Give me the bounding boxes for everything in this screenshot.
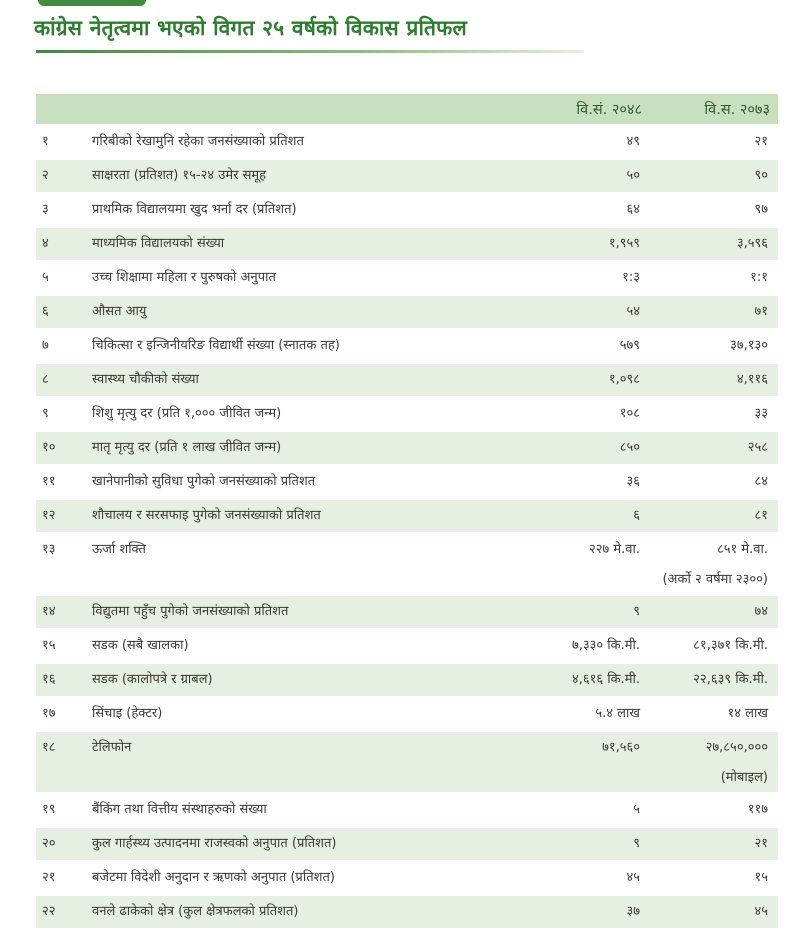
table-row — [36, 295, 778, 329]
row-value-2073 — [650, 125, 778, 159]
row-number-text: १७ — [42, 706, 56, 721]
row-indicator — [90, 663, 450, 697]
row-value-2048-text: ५.४ लाख — [595, 706, 640, 721]
row-value-2048 — [450, 697, 650, 731]
row-value-2048 — [450, 533, 650, 595]
row-indicator — [90, 533, 450, 595]
row-value-2073-text: २१ — [754, 134, 768, 149]
row-value-2048-text: १,०९८ — [608, 372, 640, 387]
table-row — [36, 827, 778, 861]
header-year-2073: वि.स. २०७३ — [650, 94, 778, 125]
row-number — [36, 431, 90, 465]
row-indicator-text: प्राथमिक विद्यालयमा खुद भर्ना दर (प्रतिशत) — [92, 202, 297, 217]
row-value-2073-text: ११७ — [747, 802, 768, 817]
table-row — [36, 193, 778, 227]
row-indicator — [90, 861, 450, 895]
row-value-2048 — [450, 363, 650, 397]
row-number — [36, 227, 90, 261]
row-number-text: १३ — [42, 542, 56, 557]
table-row — [36, 159, 778, 193]
row-indicator — [90, 261, 450, 295]
row-value-2073-text: ८१ — [754, 508, 768, 523]
row-value-2073 — [650, 663, 778, 697]
row-indicator-text: वनले ढाकेको क्षेत्र (कुल क्षेत्रफलको प्रतिशत) — [92, 904, 299, 919]
row-value-2048 — [450, 499, 650, 533]
row-value-2048 — [450, 731, 650, 793]
row-indicator-text: साक्षरता (प्रतिशत) १५-२४ उमेर समूह — [92, 168, 267, 183]
table-row — [36, 363, 778, 397]
row-value-2048 — [450, 329, 650, 363]
row-value-2073 — [650, 731, 778, 793]
row-number-text: २१ — [42, 870, 56, 885]
row-value-2048 — [450, 861, 650, 895]
table-row — [36, 499, 778, 533]
row-indicator-text: उच्च शिक्षामा महिला र पुरुषको अनुपात — [92, 270, 276, 285]
table-row — [36, 595, 778, 629]
row-number — [36, 533, 90, 595]
table-row — [36, 895, 778, 929]
row-value-2073 — [650, 629, 778, 663]
row-value-2073 — [650, 499, 778, 533]
row-indicator — [90, 595, 450, 629]
table-row — [36, 697, 778, 731]
row-value-2048-text: २२७ मे.वा. — [588, 542, 640, 557]
row-indicator — [90, 397, 450, 431]
header-number — [36, 94, 90, 125]
row-number — [36, 329, 90, 363]
row-indicator — [90, 465, 450, 499]
row-indicator — [90, 125, 450, 159]
row-value-2048-text: ७१,५६० — [602, 740, 640, 755]
row-number-text: १२ — [42, 508, 56, 523]
row-indicator-text: चिकित्सा र इन्जिनीयरिङ विद्यार्थी संख्या (स्नातक तह) — [92, 338, 340, 353]
row-value-2073-text: ३,५९६ — [736, 236, 768, 251]
row-value-2048 — [450, 793, 650, 827]
row-number — [36, 193, 90, 227]
row-value-2073 — [650, 827, 778, 861]
row-number-text: १४ — [42, 604, 56, 619]
row-value-2048-text: ४५ — [626, 870, 640, 885]
row-indicator-text: स्वास्थ्य चौकीको संख्या — [92, 372, 199, 387]
row-value-2048-text: ५० — [626, 168, 640, 183]
table-header-row — [36, 94, 778, 125]
row-value-2048 — [450, 261, 650, 295]
row-indicator — [90, 793, 450, 827]
table-row — [36, 663, 778, 697]
row-value-2048-text: ४,६१६ कि.मी. — [571, 672, 640, 687]
row-value-2048-text: ५ — [633, 802, 640, 817]
row-value-2073 — [650, 159, 778, 193]
row-value-2073-text: ८५१ मे.वा. — [716, 542, 768, 557]
row-indicator-text: मातृ मृत्यु दर (प्रति १ लाख जीवित जन्म) — [92, 440, 282, 455]
row-value-2073-text: ३७,१३० — [730, 338, 768, 353]
row-number-text: १ — [42, 134, 49, 149]
row-value-note: (मोबाइल) — [720, 770, 768, 785]
row-value-note: (अर्को २ वर्षमा २३००) — [662, 572, 768, 587]
row-indicator-text: कुल गार्हस्थ्य उत्पादनमा राजस्वको अनुपात (प्रतिशत) — [92, 836, 337, 851]
row-value-2073-text: १५ — [754, 870, 768, 885]
row-indicator-text: सिंचाइ (हेक्टर) — [92, 706, 163, 721]
header-year-2048: वि.सं. २०४८ — [450, 94, 650, 125]
row-number-text: २ — [42, 168, 49, 183]
row-indicator-text: विद्युतमा पहुँच पुगेको जनसंख्याको प्रतिशत — [92, 604, 289, 619]
row-value-2073-text: ७१ — [754, 304, 768, 319]
row-indicator-text: गरिबीको रेखामुनि रहेका जनसंख्याको प्रतिशत — [92, 134, 304, 149]
row-number — [36, 465, 90, 499]
row-indicator — [90, 499, 450, 533]
row-number — [36, 363, 90, 397]
development-table — [36, 94, 778, 930]
row-value-2073-text: ४५ — [754, 904, 768, 919]
row-value-2073-text: ८४ — [754, 474, 768, 489]
row-value-2073 — [650, 431, 778, 465]
row-indicator-text: टेलिफोन — [92, 740, 132, 755]
table-row — [36, 431, 778, 465]
row-value-2073 — [650, 595, 778, 629]
row-value-2073 — [650, 861, 778, 895]
row-value-2048-text: ८५० — [619, 440, 640, 455]
row-indicator — [90, 731, 450, 793]
row-indicator — [90, 159, 450, 193]
row-value-2048-text: १:३ — [622, 270, 640, 285]
row-value-2048-text: ४९ — [626, 134, 640, 149]
row-value-2073-text: ९७ — [754, 202, 768, 217]
row-indicator — [90, 227, 450, 261]
row-number-text: २० — [42, 836, 56, 851]
row-value-2073 — [650, 329, 778, 363]
table-row — [36, 261, 778, 295]
row-value-2073-text: २५८ — [747, 440, 768, 455]
row-value-2073 — [650, 193, 778, 227]
row-value-2048-text: १०८ — [619, 406, 640, 421]
row-number — [36, 295, 90, 329]
row-value-2048-text: १,९५९ — [608, 236, 640, 251]
row-number-text: ६ — [42, 304, 49, 319]
row-value-2048-text: ५४ — [626, 304, 640, 319]
row-number — [36, 397, 90, 431]
row-value-2073 — [650, 227, 778, 261]
row-number-text: ३ — [42, 202, 49, 217]
row-indicator — [90, 895, 450, 929]
row-value-2073-text: २७,८५०,००० — [705, 740, 768, 755]
table-row — [36, 533, 778, 595]
row-number — [36, 663, 90, 697]
row-number — [36, 731, 90, 793]
row-number — [36, 125, 90, 159]
row-number — [36, 595, 90, 629]
row-indicator-text: सडक (कालोपत्रे र ग्राबल) — [92, 672, 213, 687]
row-value-2048 — [450, 295, 650, 329]
row-indicator — [90, 431, 450, 465]
table-row — [36, 793, 778, 827]
row-value-2048-text: ९ — [633, 836, 640, 851]
title-underline — [36, 50, 584, 53]
row-number — [36, 159, 90, 193]
row-value-2048-text: ६४ — [626, 202, 640, 217]
row-number — [36, 895, 90, 929]
row-indicator-text: खानेपानीको सुविधा पुगेको जनसंख्याको प्रतिशत — [92, 474, 316, 489]
row-value-2048 — [450, 629, 650, 663]
row-value-2073-text: १४ लाख — [727, 706, 768, 721]
row-value-2048 — [450, 465, 650, 499]
row-value-2048-text: ५७९ — [619, 338, 640, 353]
row-value-2048-text: ३६ — [626, 474, 640, 489]
row-indicator — [90, 629, 450, 663]
row-value-2048 — [450, 397, 650, 431]
row-value-2073-text: ४,११६ — [736, 372, 768, 387]
row-value-2048 — [450, 159, 650, 193]
table-row — [36, 465, 778, 499]
row-number — [36, 261, 90, 295]
row-value-2073 — [650, 533, 778, 595]
row-number-text: ५ — [42, 270, 49, 285]
row-value-2048-text: ६ — [633, 508, 640, 523]
row-number-text: ११ — [42, 474, 56, 489]
header-tag — [38, 0, 146, 6]
row-indicator — [90, 329, 450, 363]
row-value-2048 — [450, 895, 650, 929]
row-number — [36, 499, 90, 533]
row-value-2048 — [450, 595, 650, 629]
row-value-2048 — [450, 193, 650, 227]
row-value-2048-text: ३७ — [626, 904, 640, 919]
row-indicator-text: बैंकिंग तथा वित्तीय संस्थाहरुको संख्या — [92, 802, 267, 817]
row-value-2048 — [450, 827, 650, 861]
row-indicator — [90, 697, 450, 731]
row-number-text: ४ — [42, 236, 49, 251]
row-number — [36, 861, 90, 895]
row-value-2073-text: २२,६३९ कि.मी. — [693, 672, 768, 687]
row-value-2048-text: ७,३३० कि.मी. — [571, 638, 640, 653]
row-value-2073 — [650, 895, 778, 929]
row-value-2073-text: ३३ — [754, 406, 768, 421]
row-indicator-text: औसत आयु — [92, 304, 147, 319]
row-indicator — [90, 827, 450, 861]
row-value-2073-text: २१ — [754, 836, 768, 851]
row-indicator-text: ऊर्जा शक्ति — [92, 542, 146, 557]
row-number-text: २२ — [42, 904, 56, 919]
row-value-2073 — [650, 465, 778, 499]
row-value-2048 — [450, 227, 650, 261]
row-indicator-text: बजेटमा विदेशी अनुदान र ऋणको अनुपात (प्रतिशत) — [92, 870, 335, 885]
row-indicator — [90, 363, 450, 397]
row-indicator — [90, 295, 450, 329]
row-value-2073 — [650, 697, 778, 731]
row-number-text: १९ — [42, 802, 56, 817]
row-indicator-text: शौचालय र सरसफाइ पुगेको जनसंख्याको प्रतिशत — [92, 508, 321, 523]
table-row — [36, 329, 778, 363]
row-value-2048 — [450, 125, 650, 159]
row-value-2073 — [650, 261, 778, 295]
row-value-2073 — [650, 397, 778, 431]
row-number-text: ७ — [42, 338, 49, 353]
row-indicator-text: सडक (सबै खालका) — [92, 638, 189, 653]
row-number-text: ९ — [42, 406, 49, 421]
row-value-2073 — [650, 295, 778, 329]
row-indicator-text: माध्यमिक विद्यालयको संख्या — [92, 236, 225, 251]
row-value-2073 — [650, 363, 778, 397]
row-value-2073-text: ९० — [754, 168, 768, 183]
row-value-2073-text: ७४ — [754, 604, 768, 619]
row-value-2073-text: ८१,३७१ कि.मी. — [693, 638, 768, 653]
table-row — [36, 629, 778, 663]
row-number-text: १५ — [42, 638, 56, 653]
table-row — [36, 227, 778, 261]
page-title: कांग्रेस नेतृत्वमा भएको विगत २५ वर्षको विकास प्रतिफल — [34, 16, 467, 40]
table-row — [36, 861, 778, 895]
row-indicator — [90, 193, 450, 227]
row-number — [36, 827, 90, 861]
row-indicator-text: शिशु मृत्यु दर (प्रति १,००० जीवित जन्म) — [92, 406, 282, 421]
row-number — [36, 793, 90, 827]
row-value-2048-text: ९ — [633, 604, 640, 619]
row-number-text: १६ — [42, 672, 56, 687]
row-number-text: १० — [42, 440, 56, 455]
row-number — [36, 697, 90, 731]
row-value-2073 — [650, 793, 778, 827]
row-number-text: १८ — [42, 740, 56, 755]
table-row — [36, 125, 778, 159]
row-number-text: ८ — [42, 372, 49, 387]
row-number — [36, 629, 90, 663]
row-value-2048 — [450, 431, 650, 465]
row-value-2048 — [450, 663, 650, 697]
table-row — [36, 397, 778, 431]
row-value-2073-text: १:१ — [750, 270, 768, 285]
header-indicator — [90, 94, 450, 125]
table-row — [36, 731, 778, 793]
